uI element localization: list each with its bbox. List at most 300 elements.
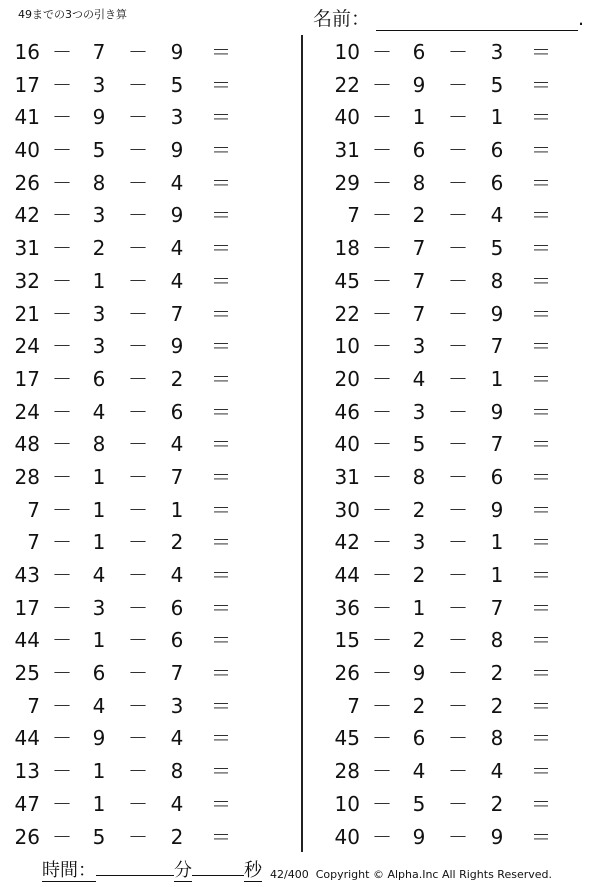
subtrahend-2: 4 (490, 759, 504, 784)
minuend: 25 (14, 661, 40, 686)
subtrahend-1: 2 (412, 693, 426, 718)
minus-sign: － (52, 301, 72, 326)
subtrahend-2: 7 (170, 464, 184, 489)
subtrahend-2: 7 (490, 595, 504, 620)
equals-sign: ＝ (531, 399, 551, 424)
minuend: 20 (334, 366, 360, 391)
minus-sign: － (128, 72, 148, 97)
subtrahend-2: 7 (170, 301, 184, 326)
minus-sign: － (448, 301, 468, 326)
minuend: 22 (334, 72, 360, 97)
subtrahend-1: 3 (412, 399, 426, 424)
minus-sign: － (448, 203, 468, 228)
minuend: 29 (334, 170, 360, 195)
equals-sign: ＝ (531, 595, 551, 620)
subtrahend-2: 2 (170, 366, 184, 391)
equals-sign: ＝ (531, 138, 551, 163)
minuend: 21 (14, 301, 40, 326)
subtrahend-2: 8 (490, 726, 504, 751)
subtrahend-2: 4 (170, 726, 184, 751)
minuend: 42 (14, 203, 40, 228)
subtrahend-2: 3 (170, 105, 184, 130)
minus-sign: － (128, 497, 148, 522)
minuend: 44 (334, 563, 360, 587)
minuend: 45 (334, 726, 360, 751)
minuend: 30 (334, 497, 360, 522)
minus-sign: － (52, 563, 72, 587)
subtrahend-2: 6 (490, 464, 504, 489)
subtrahend-2: 4 (170, 432, 184, 457)
minuend: 48 (14, 432, 40, 457)
subtrahend-1: 9 (412, 824, 426, 849)
subtrahend-2: 1 (490, 563, 504, 587)
minus-sign: － (128, 563, 148, 587)
minuend: 24 (14, 334, 40, 359)
subtrahend-1: 5 (92, 824, 106, 849)
subtrahend-1: 4 (412, 759, 426, 784)
subtrahend-1: 9 (92, 105, 106, 130)
minus-sign: － (448, 497, 468, 522)
minuend: 17 (14, 72, 40, 97)
subtrahend-1: 6 (412, 40, 426, 64)
subtrahend-2: 6 (170, 595, 184, 620)
subtrahend-1: 6 (412, 138, 426, 163)
minus-sign: － (128, 268, 148, 293)
equals-sign: ＝ (531, 170, 551, 195)
subtrahend-2: 8 (490, 268, 504, 293)
equals-sign: ＝ (531, 628, 551, 653)
minus-sign: － (52, 497, 72, 522)
subtrahend-1: 1 (412, 105, 426, 130)
minuend: 31 (334, 464, 360, 489)
equals-sign: ＝ (531, 203, 551, 228)
subtrahend-2: 7 (490, 432, 504, 457)
footer-info (270, 868, 552, 881)
subtrahend-1: 9 (92, 726, 106, 751)
minus-sign: － (52, 759, 72, 784)
minus-sign: － (448, 138, 468, 163)
minus-sign: － (448, 595, 468, 620)
equals-sign: ＝ (531, 236, 551, 261)
subtrahend-2: 4 (490, 203, 504, 228)
subtrahend-1: 4 (92, 399, 106, 424)
minuend: 10 (334, 334, 360, 359)
minus-sign: － (372, 530, 392, 555)
subtrahend-1: 2 (92, 236, 106, 261)
equals-sign: ＝ (531, 301, 551, 326)
minus-sign: － (448, 726, 468, 751)
minus-sign: － (372, 726, 392, 751)
equals-sign: ＝ (531, 72, 551, 97)
minus-sign: － (448, 530, 468, 555)
minuend: 45 (334, 268, 360, 293)
minus-sign: － (372, 236, 392, 261)
minus-sign: － (52, 399, 72, 424)
minuend: 32 (14, 268, 40, 293)
equals-sign: ＝ (211, 170, 231, 195)
minuend: 28 (334, 759, 360, 784)
subtrahend-1: 7 (412, 236, 426, 261)
subtrahend-2: 9 (490, 497, 504, 522)
minuend: 26 (14, 170, 40, 195)
minus-sign: － (372, 334, 392, 359)
subtrahend-1: 1 (92, 497, 106, 522)
subtrahend-2: 2 (170, 530, 184, 555)
subtrahend-1: 7 (92, 40, 106, 64)
minus-sign: － (372, 661, 392, 686)
equals-sign: ＝ (531, 497, 551, 522)
minus-sign: － (52, 236, 72, 261)
minus-sign: － (372, 40, 392, 64)
equals-sign: ＝ (531, 563, 551, 587)
subtrahend-2: 8 (490, 628, 504, 653)
equals-sign: ＝ (531, 726, 551, 751)
minus-sign: － (372, 366, 392, 391)
subtrahend-1: 7 (412, 268, 426, 293)
minus-sign: － (448, 236, 468, 261)
minuend: 36 (334, 595, 360, 620)
minus-sign: － (52, 595, 72, 620)
equals-sign: ＝ (531, 791, 551, 816)
subtrahend-1: 3 (412, 530, 426, 555)
minuend: 7 (27, 497, 40, 522)
subtrahend-2: 9 (490, 399, 504, 424)
minus-sign: － (448, 105, 468, 130)
subtrahend-1: 6 (92, 661, 106, 686)
equals-sign: ＝ (531, 530, 551, 555)
subtrahend-1: 3 (92, 72, 106, 97)
subtrahend-2: 1 (490, 530, 504, 555)
minuend: 40 (334, 105, 360, 130)
minus-sign: － (448, 693, 468, 718)
minus-sign: － (128, 791, 148, 816)
minuend: 44 (14, 726, 40, 751)
minus-sign: － (372, 399, 392, 424)
equals-sign: ＝ (211, 72, 231, 97)
subtrahend-1: 8 (92, 170, 106, 195)
minus-sign: － (128, 759, 148, 784)
minus-sign: － (128, 203, 148, 228)
subtrahend-2: 2 (490, 791, 504, 816)
minuend: 26 (14, 824, 40, 849)
minus-sign: － (448, 268, 468, 293)
subtrahend-1: 2 (412, 497, 426, 522)
subtrahend-2: 5 (490, 236, 504, 261)
minus-sign: － (128, 105, 148, 130)
equals-sign: ＝ (531, 824, 551, 849)
subtrahend-2: 6 (170, 399, 184, 424)
subtrahend-2: 5 (170, 72, 184, 97)
name-field (313, 4, 585, 31)
minus-sign: － (52, 203, 72, 228)
minus-sign: － (372, 693, 392, 718)
subtrahend-1: 7 (412, 301, 426, 326)
minus-sign: － (448, 40, 468, 64)
equals-sign: ＝ (211, 726, 231, 751)
minus-sign: － (448, 791, 468, 816)
minus-sign: － (128, 366, 148, 391)
equals-sign: ＝ (211, 464, 231, 489)
minus-sign: － (372, 563, 392, 587)
equals-sign: ＝ (211, 791, 231, 816)
minus-sign: － (128, 693, 148, 718)
equals-sign: ＝ (211, 399, 231, 424)
subtrahend-2: 9 (170, 138, 184, 163)
equals-sign: ＝ (211, 530, 231, 555)
minuend: 42 (334, 530, 360, 555)
minus-sign: － (372, 432, 392, 457)
subtrahend-1: 1 (92, 628, 106, 653)
subtrahend-1: 5 (92, 138, 106, 163)
minus-sign: － (52, 72, 72, 97)
subtrahend-1: 9 (412, 661, 426, 686)
minus-sign: － (128, 628, 148, 653)
subtrahend-1: 1 (92, 464, 106, 489)
equals-sign: ＝ (211, 203, 231, 228)
equals-sign: ＝ (211, 824, 231, 849)
minus-sign: － (128, 824, 148, 849)
minus-sign: － (52, 105, 72, 130)
equals-sign: ＝ (211, 268, 231, 293)
subtrahend-2: 7 (170, 661, 184, 686)
subtrahend-2: 9 (170, 203, 184, 228)
minus-sign: － (52, 661, 72, 686)
minus-sign: － (448, 759, 468, 784)
minus-sign: － (372, 203, 392, 228)
minuend: 7 (27, 693, 40, 718)
minus-sign: － (372, 595, 392, 620)
subtrahend-2: 4 (170, 563, 184, 587)
minus-sign: － (448, 72, 468, 97)
name-label: 名前： (313, 8, 371, 30)
subtrahend-2: 4 (170, 268, 184, 293)
minus-sign: － (52, 40, 72, 64)
subtrahend-2: 4 (170, 170, 184, 195)
minus-sign: － (372, 497, 392, 522)
minus-sign: － (128, 595, 148, 620)
subtrahend-1: 3 (92, 301, 106, 326)
minuend: 40 (334, 432, 360, 457)
minus-sign: － (372, 759, 392, 784)
minus-sign: － (52, 432, 72, 457)
subtrahend-1: 1 (92, 268, 106, 293)
minus-sign: － (128, 399, 148, 424)
subtrahend-2: 1 (490, 105, 504, 130)
minus-sign: － (128, 334, 148, 359)
minus-sign: － (128, 432, 148, 457)
subtrahend-1: 4 (92, 693, 106, 718)
equals-sign: ＝ (531, 105, 551, 130)
subtrahend-1: 8 (92, 432, 106, 457)
minus-sign: － (448, 661, 468, 686)
equals-sign: ＝ (531, 693, 551, 718)
minus-sign: － (448, 334, 468, 359)
minuend: 13 (14, 759, 40, 784)
minus-sign: － (52, 268, 72, 293)
name-end-dot: . (578, 8, 585, 30)
minus-sign: － (128, 40, 148, 64)
equals-sign: ＝ (211, 432, 231, 457)
minus-sign: － (372, 268, 392, 293)
minuend: 7 (347, 693, 360, 718)
minuend: 43 (14, 563, 40, 587)
minus-sign: － (52, 366, 72, 391)
subtrahend-2: 9 (490, 824, 504, 849)
minus-sign: － (128, 236, 148, 261)
minus-sign: － (52, 726, 72, 751)
minuend: 17 (14, 595, 40, 620)
seconds-blank[interactable] (192, 875, 244, 876)
subtrahend-2: 4 (170, 236, 184, 261)
subtrahend-1: 5 (412, 432, 426, 457)
subtrahend-2: 2 (490, 693, 504, 718)
minus-sign: － (52, 464, 72, 489)
minus-sign: － (52, 791, 72, 816)
subtrahend-1: 9 (412, 72, 426, 97)
subtrahend-1: 3 (92, 203, 106, 228)
subtrahend-1: 5 (412, 791, 426, 816)
minuend: 26 (334, 661, 360, 686)
minutes-label: 分 (174, 860, 192, 881)
minuend: 47 (14, 791, 40, 816)
minus-sign: － (128, 464, 148, 489)
time-record (42, 856, 262, 882)
minus-sign: － (52, 170, 72, 195)
equals-sign: ＝ (531, 366, 551, 391)
minus-sign: － (128, 661, 148, 686)
minus-sign: － (52, 824, 72, 849)
minus-sign: － (448, 432, 468, 457)
minus-sign: － (372, 791, 392, 816)
equals-sign: ＝ (211, 628, 231, 653)
equals-sign: ＝ (211, 497, 231, 522)
minus-sign: － (128, 138, 148, 163)
equals-sign: ＝ (211, 40, 231, 64)
subtrahend-1: 8 (412, 170, 426, 195)
subtrahend-1: 8 (412, 464, 426, 489)
subtrahend-1: 3 (412, 334, 426, 359)
time-label: 時間： (42, 860, 96, 881)
minus-sign: － (128, 726, 148, 751)
minuend: 44 (14, 628, 40, 653)
minuend: 28 (14, 464, 40, 489)
minuend: 7 (27, 530, 40, 555)
minuend: 41 (14, 105, 40, 130)
subtrahend-2: 6 (490, 138, 504, 163)
minus-sign: － (448, 824, 468, 849)
equals-sign: ＝ (531, 268, 551, 293)
equals-sign: ＝ (211, 138, 231, 163)
minuend: 18 (334, 236, 360, 261)
equals-sign: ＝ (211, 661, 231, 686)
equals-sign: ＝ (531, 334, 551, 359)
minuend: 24 (14, 399, 40, 424)
subtrahend-1: 2 (412, 203, 426, 228)
minus-sign: － (448, 464, 468, 489)
subtrahend-2: 6 (490, 170, 504, 195)
page-counter: 42/400 (270, 868, 309, 881)
minus-sign: － (52, 530, 72, 555)
minus-sign: － (372, 628, 392, 653)
worksheet-title: 49までの3つの引き算 (18, 8, 127, 21)
subtrahend-2: 9 (490, 301, 504, 326)
minus-sign: － (372, 138, 392, 163)
minus-sign: － (448, 399, 468, 424)
minuend: 31 (334, 138, 360, 163)
subtrahend-2: 2 (170, 824, 184, 849)
minuend: 15 (334, 628, 360, 653)
subtrahend-2: 2 (490, 661, 504, 686)
subtrahend-2: 4 (170, 791, 184, 816)
subtrahend-1: 4 (412, 366, 426, 391)
subtrahend-1: 6 (412, 726, 426, 751)
subtrahend-2: 3 (490, 40, 504, 64)
minus-sign: － (448, 170, 468, 195)
equals-sign: ＝ (211, 301, 231, 326)
equals-sign: ＝ (531, 432, 551, 457)
copyright: Copyright © Alpha.Inc All Rights Reserved. (315, 868, 552, 881)
equals-sign: ＝ (211, 563, 231, 587)
subtrahend-2: 1 (170, 497, 184, 522)
minutes-blank[interactable] (96, 875, 174, 876)
column-divider (301, 35, 303, 852)
minus-sign: － (52, 138, 72, 163)
equals-sign: ＝ (211, 334, 231, 359)
minus-sign: － (52, 334, 72, 359)
equals-sign: ＝ (211, 236, 231, 261)
minus-sign: － (128, 170, 148, 195)
minuend: 16 (14, 40, 40, 64)
minuend: 17 (14, 366, 40, 391)
minuend: 40 (334, 824, 360, 849)
subtrahend-2: 1 (490, 366, 504, 391)
equals-sign: ＝ (531, 464, 551, 489)
subtrahend-1: 6 (92, 366, 106, 391)
subtrahend-2: 6 (170, 628, 184, 653)
minus-sign: － (52, 628, 72, 653)
minus-sign: － (372, 105, 392, 130)
subtrahend-1: 4 (92, 563, 106, 587)
minus-sign: － (372, 824, 392, 849)
minuend: 10 (334, 791, 360, 816)
subtrahend-1: 3 (92, 334, 106, 359)
minus-sign: － (448, 628, 468, 653)
minuend: 46 (334, 399, 360, 424)
minus-sign: － (372, 170, 392, 195)
name-input-line[interactable] (376, 13, 578, 31)
minus-sign: － (448, 366, 468, 391)
equals-sign: ＝ (211, 693, 231, 718)
equals-sign: ＝ (531, 40, 551, 64)
minuend: 22 (334, 301, 360, 326)
minus-sign: － (128, 301, 148, 326)
subtrahend-1: 3 (92, 595, 106, 620)
subtrahend-2: 7 (490, 334, 504, 359)
minus-sign: － (448, 563, 468, 587)
subtrahend-2: 9 (170, 40, 184, 64)
subtrahend-1: 2 (412, 628, 426, 653)
subtrahend-2: 9 (170, 334, 184, 359)
minus-sign: － (52, 693, 72, 718)
subtrahend-2: 5 (490, 72, 504, 97)
subtrahend-1: 2 (412, 563, 426, 587)
minus-sign: － (372, 301, 392, 326)
subtrahend-1: 1 (412, 595, 426, 620)
minuend: 40 (14, 138, 40, 163)
minuend: 31 (14, 236, 40, 261)
minus-sign: － (128, 530, 148, 555)
minus-sign: － (372, 464, 392, 489)
